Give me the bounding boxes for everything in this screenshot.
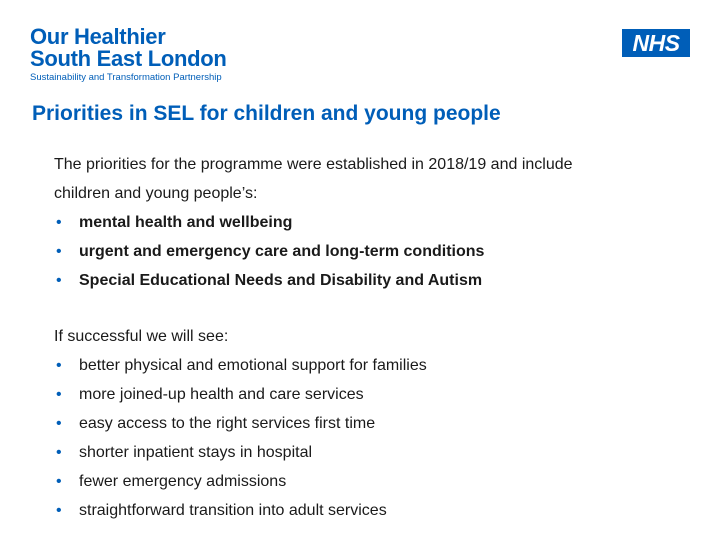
slide-title: Priorities in SEL for children and young people xyxy=(32,102,501,125)
section1-intro xyxy=(54,150,694,208)
bullet-icon: • xyxy=(56,243,62,260)
logo-line-2: South East London xyxy=(30,46,227,71)
list-item xyxy=(54,208,694,237)
list-item-text: more joined-up health and care services xyxy=(79,386,364,403)
list-item xyxy=(54,266,694,295)
list-item xyxy=(54,496,694,525)
bullet-icon: • xyxy=(56,272,62,289)
bullet-icon: • xyxy=(56,502,62,519)
list-item-text: shorter inpatient stays in hospital xyxy=(79,444,313,461)
list-item xyxy=(54,380,694,409)
logo-line-1-text: Our Healthier xyxy=(30,24,166,49)
list-item-text: mental health and wellbeing xyxy=(79,214,293,231)
slide-body xyxy=(54,150,694,525)
outcomes-list xyxy=(54,351,694,525)
priorities-list xyxy=(54,208,694,295)
list-item xyxy=(54,438,694,467)
list-item xyxy=(54,409,694,438)
bullet-icon: • xyxy=(56,473,62,490)
bullet-icon: • xyxy=(56,415,62,432)
our-healthier-sel-logo xyxy=(30,26,227,84)
logo-tagline: Sustainability and Transformation Partnership xyxy=(30,72,222,83)
bullet-icon: • xyxy=(56,444,62,461)
list-item-text: fewer emergency admissions xyxy=(79,473,287,490)
section1-intro-line-1: The priorities for the programme were established in 2018/19 and include xyxy=(54,156,573,173)
list-item xyxy=(54,237,694,266)
list-item-text: better physical and emotional support for families xyxy=(79,357,427,374)
logo-line-1 xyxy=(30,26,227,48)
bullet-icon: • xyxy=(56,214,62,231)
list-item-text: urgent and emergency care and long-term conditions xyxy=(79,243,485,260)
list-item xyxy=(54,467,694,496)
bullet-icon: • xyxy=(56,386,62,403)
bullet-icon: • xyxy=(56,357,62,374)
list-item xyxy=(54,351,694,380)
section1-intro-line-2: children and young people’s: xyxy=(54,185,258,202)
nhs-logo: NHS xyxy=(622,29,690,57)
list-item-text: easy access to the right services first time xyxy=(79,415,376,432)
section-spacer xyxy=(54,295,694,322)
list-item-text: Special Educational Needs and Disability and Autism xyxy=(79,272,483,289)
list-item-text: straightforward transition into adult services xyxy=(79,502,387,519)
section2-intro: If successful we will see: xyxy=(54,328,229,345)
